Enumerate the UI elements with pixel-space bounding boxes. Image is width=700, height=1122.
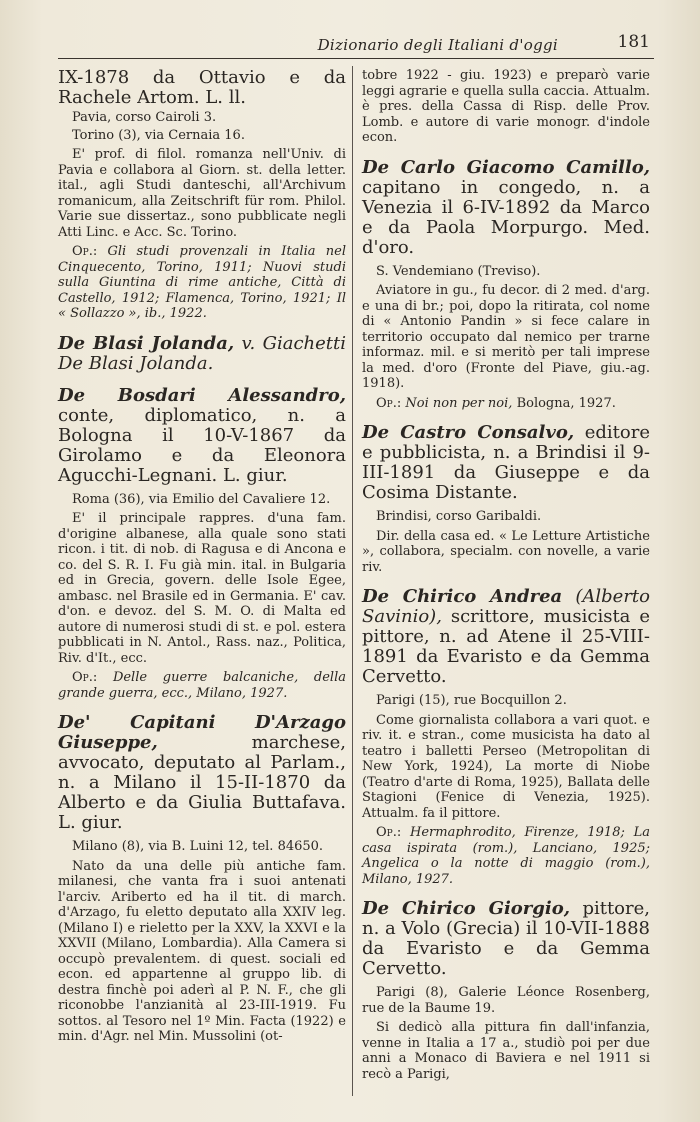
entry-heading (362, 158, 650, 258)
entry-body: Come giornalista collabora a vari quot. e riv. it. e stran., come musicista ha dato al teatro i balletti Perseo (Metropolitan di New York, 1924), La morte di Niobe (Teatro d'arte di Roma, 1925), Ballata delle Stagioni (Fenice di Venezia, 1925). Attualm. fa il pittore. (362, 712, 650, 821)
entry-address: Roma (36), via Emilio del Cavaliere 12. (72, 491, 331, 507)
entry-address: Torino (3), via Cernaia 16. (72, 127, 245, 143)
entry-works (362, 825, 650, 887)
entry-body: Si dedicò alla pittura fin dall'infanzia, venne in Italia a 17 a., studiò poi per due anni a Monaco di Baviera e nel 1911 si recò a Parigi, (362, 1020, 650, 1082)
entry-body: Nato da una delle più antiche fam. milanesi, che vanta fra i suoi antenati l'arciv. Ariberto ed ha il tit. di march. d'Arzago, fu eletto deputato alla XXIV leg. (Milano I) e rieletto per la XXV, la XXVI e la XXVII (Milano, Lombardia). Alla Camera si occupò prevalentem. di quest. sociali ed econ. ed appartenne al gruppo lib. di destra finchè poi aderì al P. N. F., che gli riconobbe l'anzianità al 23-III-1919. Fu sottos. al Tesoro nel 1º Min. Facta (1922) e min. d'Agr. nel Min. Mussolini (ot- (58, 858, 346, 1044)
entry-works (58, 244, 346, 322)
entry-de-blasi (58, 334, 346, 374)
entry-summary: scrittore, musicista e pittore, n. ad Atene il 25-VIII-1891 da Evaristo e da Gemma Cervetto. (362, 606, 650, 687)
entry-de-capitani (58, 713, 346, 1045)
works-list: Gli studi provenzali in Italia nel Cinquecento, Torino, 1911; Nuovi studi sulla Giuntina di rime antiche, Città di Castello, 1912; Flamenca, Torino, 1921; Il « Sollazzo », ib., 1922. (58, 244, 346, 321)
entry-body: E' il principale rappres. d'una fam. d'origine albanese, alla quale sono stati ricon. i tit. di nob. di Ragusa e di Ancona e co. del S. R. I. Fu già min. ital. in Bulgaria ed in Grecia, govern. delle Isole Egee, ambasc. nel Brasile ed in Germania. E' cav. d'on. e devoz. del S. M. O. di Malta ed autore di numerosi studi di st. e pol. estera pubblicati in N. Antol., Rass. naz., Politica, Riv. d'It., ecc. (58, 511, 346, 666)
page-number: 181 (617, 32, 650, 52)
entry-heading (362, 587, 650, 687)
entry-works (362, 396, 650, 412)
entry-address: S. Vendemiano (Treviso). (376, 263, 541, 279)
entry-heading: IX-1878 da Ottavio e da Rachele Artom. L. ll. (58, 67, 346, 108)
entry-continued (362, 68, 650, 146)
entry-de-castro (362, 423, 650, 575)
entry-body: tobre 1922 - giu. 1923) e preparò varie leggi agrarie e quella sulla caccia. Attualm. è pres. della Cassa di Risp. delle Prov. Lomb. e autore di varie monogr. d'indole econ. (362, 68, 650, 145)
header-rule (58, 58, 654, 59)
entry-de-bosdari (58, 386, 346, 702)
entry-summary: conte, diplomatico, n. a Bologna il 10-V-1867 da Girolamo e da Eleonora Agucchi-Legnani. L. giur. (58, 404, 346, 486)
entry-heading (362, 899, 650, 979)
entry-de-carlo (362, 158, 650, 412)
entry-name: De Carlo Giacomo Camillo, (362, 156, 650, 178)
entry-heading (58, 386, 346, 486)
works-list: Hermaphrodito, Firenze, 1918; La casa ispirata (rom.), Lanciano, 1925; Angelica o la notte di maggio (rom.), Milano, 1927. (362, 825, 650, 887)
right-column (362, 68, 650, 1094)
entry-works (58, 670, 346, 701)
column-divider (352, 66, 353, 1096)
entry-name: De Blasi Jolanda, (58, 332, 235, 354)
entry-summary: editore e pubblicista, n. a Brindisi il 9-III-1891 da Giuseppe e da Cosima Distante. (362, 422, 650, 503)
works-title: Noi non per noi, (405, 395, 513, 411)
entry-address: Parigi (8), Galerie Léonce Rosenberg, rue de la Baume 19. (362, 985, 650, 1016)
entry-summary: marchese, avvocato, deputato al Parlam., n. a Milano il 15-II-1870 da Alberto e da Giulia Buttafava. L. giur. (58, 732, 346, 833)
entry-name: De Chirico Giorgio, (362, 898, 570, 919)
entry-de-chirico-andrea (362, 587, 650, 887)
entry-summary: pittore, n. a Volo (Grecia) il 10-VII-1888 da Evaristo e da Gemma Cervetto. (362, 898, 650, 979)
entry-name: De Chirico Andrea (362, 586, 563, 607)
entry-alias: (Alberto Savinio), (362, 586, 650, 627)
works-list: Delle guerre balcaniche, della grande guerra, ecc., Milano, 1927. (58, 670, 346, 701)
works-label: Op.: (72, 244, 98, 259)
works-label: Op.: (376, 395, 402, 411)
entry-name: De' Capitani D'Arzago Giuseppe, (58, 712, 346, 753)
entry-address: Pavia, corso Cairoli 3. (72, 110, 217, 125)
entry-body: Aviatore in gu., fu decor. di 2 med. d'arg. e una di br.; poi, dopo la ritirata, col nome di « Antonio Pandin » si fece calare in territorio occupato dal nemico per trarne informaz. mil. e si meritò per tali imprese la med. d'oro (Fronte del Piave, giu.-ag. 1918). (362, 283, 650, 391)
left-column (58, 68, 346, 1057)
entry-heading (58, 713, 346, 833)
works-details: Bologna, 1927. (516, 395, 616, 411)
entry-summary: capitano in congedo, n. a Venezia il 6-IV-1892 da Marco e da Paola Morpurgo. Med. d'oro. (362, 176, 650, 258)
entry-heading (362, 423, 650, 503)
works-label: Op.: (376, 825, 402, 840)
entry-address: Brindisi, corso Garibaldi. (376, 509, 542, 524)
entry-body: E' prof. di filol. romanza nell'Univ. di Pavia e collabora al Giorn. st. della letter. ital., agli Studi danteschi, all'Archivum romanicum, alla Zeitschrift für rom. Philol. Varie sue dissertaz., sono pubblicate negli Atti Linc. e Acc. Sc. Torino. (58, 147, 346, 240)
entry-name: De Bosdari Alessandro, (58, 384, 346, 406)
entry-heading (58, 334, 346, 374)
works-label: Op.: (72, 670, 98, 685)
entry-de-chirico-giorgio (362, 899, 650, 1082)
entry-body: Dir. della casa ed. « Le Letture Artistiche », collabora, specialm. con novelle, a varie riv. (362, 528, 650, 575)
entry-name: De Castro Consalvo, (362, 422, 575, 443)
entry-address: Parigi (15), rue Bocquillon 2. (376, 693, 567, 708)
running-header (60, 30, 650, 54)
entry-cross-reference: v. Giachetti De Blasi Jolanda. (58, 332, 346, 374)
entry-address: Milano (8), via B. Luini 12, tel. 84650. (72, 839, 324, 854)
running-title: Dizionario degli Italiani d'oggi (317, 36, 558, 54)
entry-continued (58, 68, 346, 322)
